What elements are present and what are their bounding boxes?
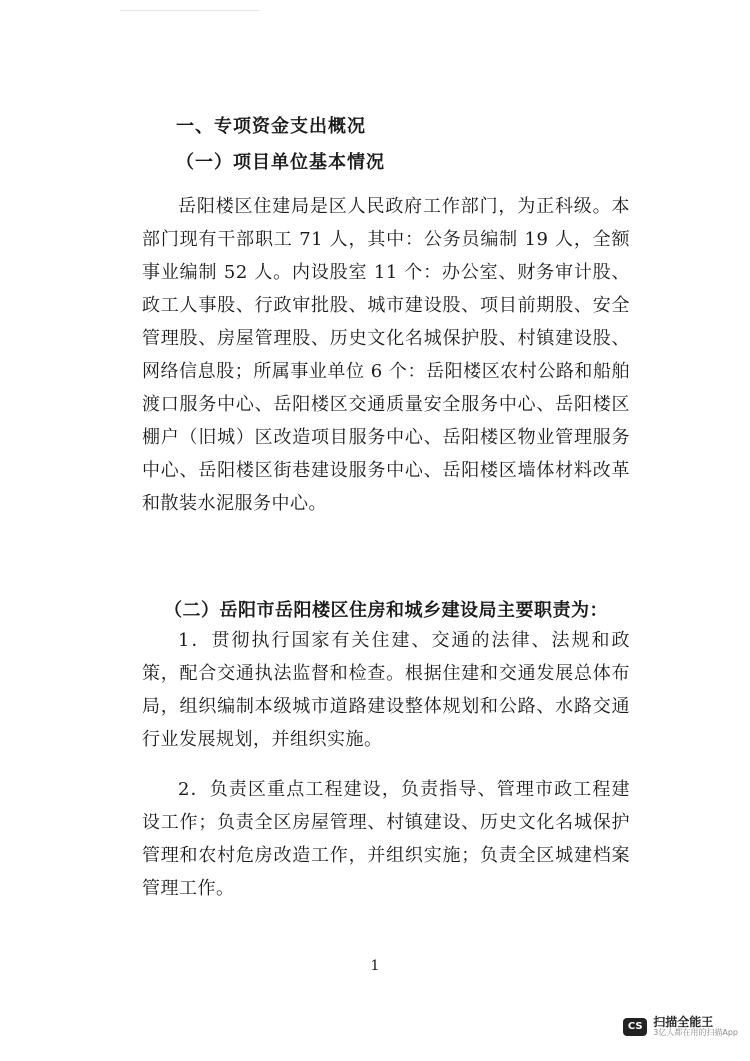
paragraph-unit-info: 岳阳楼区住建局是区人民政府工作部门，为正科级。本部门现有干部职工 71 人，其中：公务员编制 19 人，全额事业编制 52 人。内设股室 11 个：办公室、财务审计股、政工人事股、行政审批股、城市建设股、项目前期股、安全管理股、房屋管理股、历史文化名城保护股、村镇建设股、网络信息股；所属事业单位 6 个：岳阳楼区农村公路和船舶渡口服务中心、岳阳楼区交通质量安全服务中心、岳阳楼区棚户（旧城）区改造项目服务中心、岳阳楼区物业管理服务中心、岳阳楼区街巷建设服务中心、岳阳楼区墙体材料改革和散装水泥服务中心。 xyxy=(142,196,630,514)
watermark-text xyxy=(653,1016,738,1038)
paragraph-duty-2: 2．负责区重点工程建设，负责指导、管理市政工程建设工作；负责全区房屋管理、村镇建设、历史文化名城保护管理和农村危房改造工作，并组织实施；负责全区城建档案管理工作。 xyxy=(142,779,630,899)
section-heading: 一、专项资金支出概况 xyxy=(176,116,366,137)
scan-artifact-line xyxy=(120,10,260,11)
camscanner-logo-icon: CS xyxy=(623,1018,647,1036)
subsection-heading-duties: （二）岳阳市岳阳楼区住房和城乡建设局主要职责为： xyxy=(164,600,608,621)
page-number: 1 xyxy=(370,958,380,974)
watermark-name: 扫描全能王 xyxy=(653,1015,714,1029)
paragraph-duty-1: 1．贯彻执行国家有关住建、交通的法律、法规和政策，配合交通执法监督和检查。根据住建和交通发展总体布局，组织编制本级城市道路建设整体规划和公路、水路交通行业发展规划，并组织实施。 xyxy=(142,630,630,750)
subsection-heading-basic-info: （一）项目单位基本情况 xyxy=(176,152,385,173)
scanner-watermark xyxy=(623,1016,738,1038)
watermark-subtitle: 3亿人都在用的扫描App xyxy=(653,1028,738,1038)
